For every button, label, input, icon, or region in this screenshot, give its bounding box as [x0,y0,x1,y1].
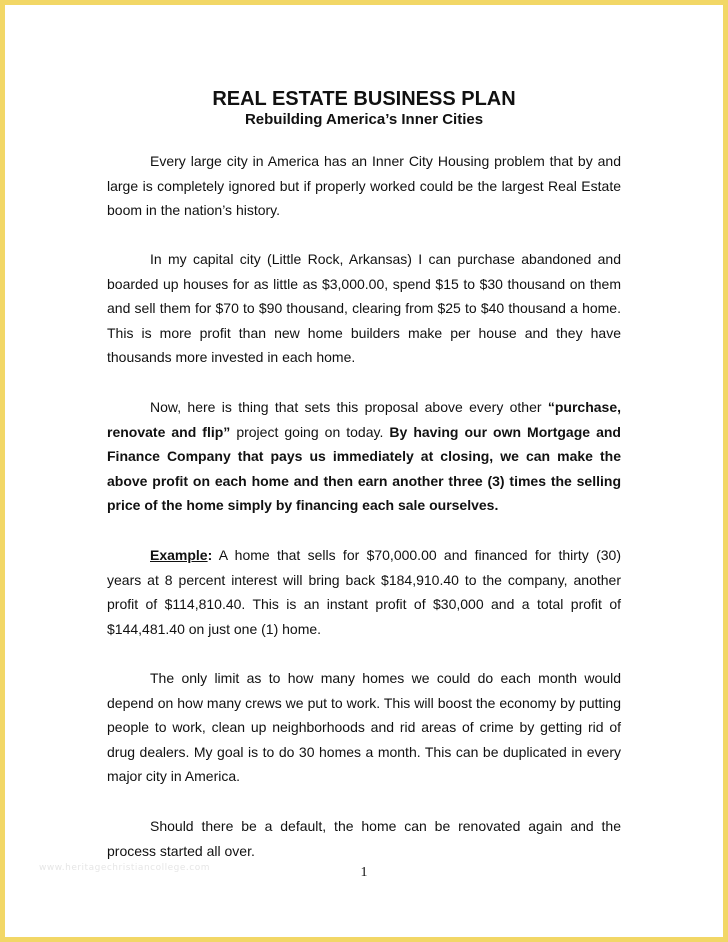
paragraph-3-bold: By having our own Mortgage and Finance Company that pays us immediately at closing, we can make the above profit on each home and then earn another three (3) times the selling price of the home simply by financing each sale ourselves. [107,423,621,514]
example-label: Example [150,547,208,563]
example-text: A home that sells for $70,000.00 and financed for thirty (30) years at 8 percent interest will bring back $184,910.40 to the company, another profit of $114,810.40. This is an instant profit of $30,000 and a total profit of $144,481.40 on just one (1) home. [107,547,621,637]
paragraph-3 [107,395,621,518]
watermark: www.heritagechristiancollege.com [39,863,210,873]
page-number: 1 [360,865,368,880]
example-colon: : [207,547,213,563]
paragraph-2: In my capital city (Little Rock, Arkansas) I can purchase abandoned and boarded up houses for as little as $3,000.00, spend $15 to $30 thousand on them and sell them for $70 to $90 thousand, clearing from $25 to $40 thousand a home. This is more profit than new home builders make per house and they have thousands more invested in each home. [107,251,621,366]
document-subtitle: Rebuilding America’s Inner Cities [244,111,484,128]
document-title: REAL ESTATE BUSINESS PLAN [212,88,516,110]
paragraph-6: Should there be a default, the home can be renovated again and the process started all over. [107,818,621,859]
paragraph-3-intro: Now, here is thing that sets this proposal above every other [150,399,548,415]
paragraph-3-quote: “purchase, renovate and flip” [107,399,621,440]
paragraph-1: Every large city in America has an Inner City Housing problem that by and large is completely ignored but if properly worked could be the largest Real Estate boom in the nation’s history. [107,153,621,219]
document-page [5,5,723,937]
paragraph-4 [107,543,621,641]
paragraph-5: The only limit as to how many homes we could do each month would depend on how many crews we put to work. This will boost the economy by putting people to work, clean up neighborhoods and rid areas of crime by getting rid of drug dealers. My goal is to do 30 homes a month. This can be duplicated in every major city in America. [107,670,621,785]
paragraph-3-middle: project going on today. [230,423,390,440]
